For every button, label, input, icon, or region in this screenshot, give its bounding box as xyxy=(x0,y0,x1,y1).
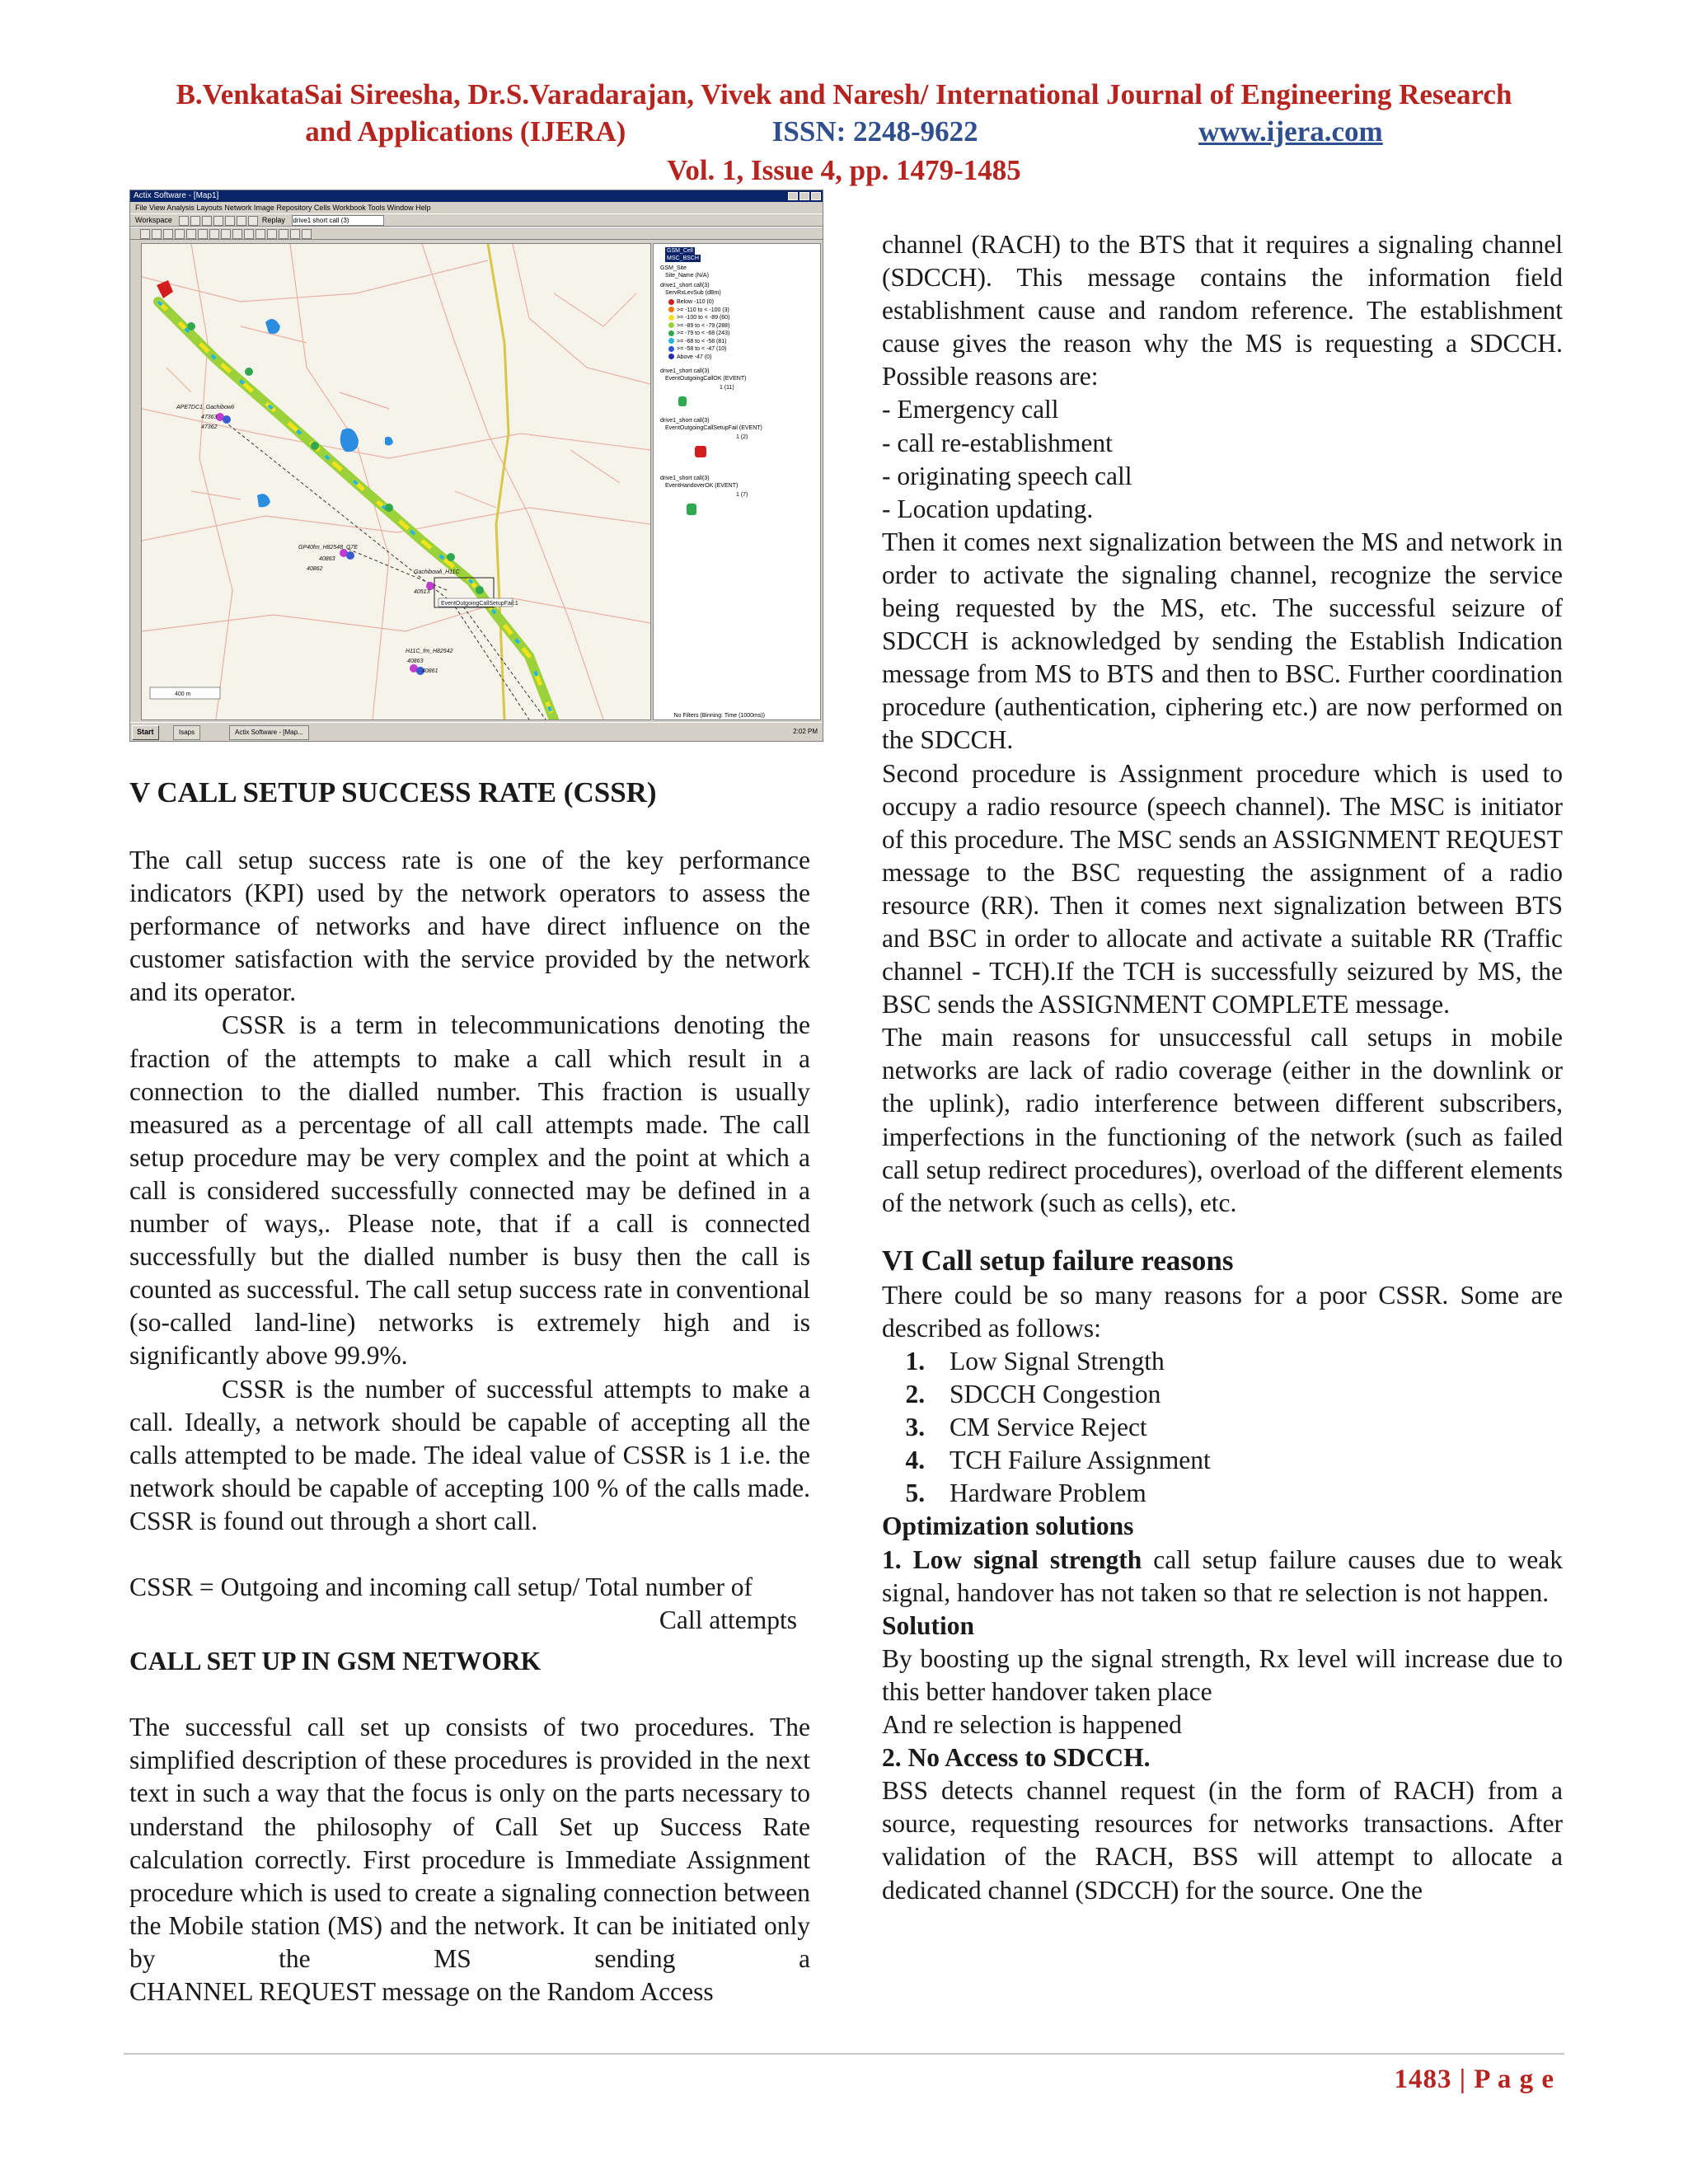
legend-bin-swatch xyxy=(668,315,674,321)
solution-text: By boosting up the signal strength, Rx level will increase due to this better handover taken place xyxy=(882,1643,1563,1706)
page-number: 1483 | P a g e xyxy=(1394,2064,1554,2094)
legend-bin xyxy=(668,298,714,306)
legend-bin xyxy=(668,307,729,314)
legend-event2-series: drive1_short call(3) xyxy=(660,418,710,424)
legend-bin xyxy=(668,338,727,345)
toolbar-icons xyxy=(179,215,260,227)
cssr-formula-line1: CSSR = Outgoing and incoming call setup/ Total number of xyxy=(129,1572,753,1601)
taskbar xyxy=(130,713,823,742)
cssr-paragraph-2: CSSR is a term in telecommunications denoting the fraction of the attempts to make a call which result in a connection to the dialled number. This fraction is usually measured as a percentage of all call attempts made. The call setup procedure may be very complex and the point at which a call is considered successfully connected may be defined in a number of ways,. Please note, that if a call is connected successfully but the dialled number is busy then the call is counted as successful. The call setup success rate in conventional (so-called land-line) networks is extremely high and is significantly above 99.9%. xyxy=(129,1010,810,1371)
failure-reasons-list xyxy=(882,1345,1563,1510)
legend-event3-count: 1 (7) xyxy=(736,492,748,498)
legend-event1-series: drive1_short call(3) xyxy=(660,368,710,374)
site4-cell-a: 40863 xyxy=(407,658,424,664)
legend-bin xyxy=(668,314,729,321)
lake-3 xyxy=(257,494,270,507)
menu-bar: File View Analysis Layouts Network Image Repository Cells Workbook Tools Window Help xyxy=(135,204,431,212)
legend-bin-label: >= -100 to < -89 (60) xyxy=(677,315,730,321)
gsm-setup-paragraph-last: CHANNEL REQUEST message on the Random Access xyxy=(129,1977,714,2006)
legend-event3-series: drive1_short call(3) xyxy=(660,476,710,481)
footer-rule xyxy=(124,2053,1564,2055)
legend-ok-icon xyxy=(678,396,687,406)
legend-event1-count: 1 (11) xyxy=(720,385,734,391)
legend-bin-label: >= -79 to < -68 (243) xyxy=(677,330,730,336)
reason-reestablishment: - call re-establishment xyxy=(882,428,1113,457)
legend-event3-name: EventHandoverOK (EVENT) xyxy=(665,483,738,489)
legend-bin-swatch xyxy=(668,299,674,305)
journal-name: and Applications (IJERA) xyxy=(305,115,626,148)
site1-label: APE7DC1_Gachibowli xyxy=(176,405,235,410)
event-tag: EventOutgoingCallSetupFail:1 xyxy=(441,601,518,607)
legend-bin-swatch xyxy=(668,354,674,359)
lake-2 xyxy=(340,429,359,452)
low-signal-paragraph xyxy=(882,1544,1563,1610)
header-line-2 xyxy=(124,113,1564,150)
drive-route xyxy=(158,302,554,719)
legend-event2-count: 1 (2) xyxy=(736,434,748,440)
site4-label: H11C_fm_H82542 xyxy=(406,649,453,654)
legend-bin-label: >= -110 to < -100 (3) xyxy=(677,307,729,313)
workspace-toolbar xyxy=(130,213,823,227)
legend-bin-label: Above -47 (0) xyxy=(677,354,712,360)
section5-title: V CALL SETUP SUCCESS RATE (CSSR) xyxy=(129,776,657,808)
legend-bin-label: >= -58 to < -47 (10) xyxy=(677,346,727,352)
site2-cell: 40513 xyxy=(414,589,430,595)
journal-website-link[interactable]: www.ijera.com xyxy=(1198,115,1383,148)
window-controls xyxy=(788,192,821,200)
site3-cell-b: 40862 xyxy=(307,566,323,572)
highway xyxy=(488,244,509,719)
reason-location-update: - Location updating. xyxy=(882,494,1094,523)
legend-handover-icon xyxy=(687,504,696,515)
site1-cell-b: 47362 xyxy=(201,424,218,430)
legend-bin-label: >= -68 to < -58 (81) xyxy=(677,338,727,344)
cssr-paragraph-3: CSSR is the number of successful attempts to make a call. Ideally, a network should be capable of accepting all the calls attempted to be made. The ideal value of CSSR is 1 i.e. the network should be capable of accepting 100 % of the calls made. CSSR is found out through a short call. xyxy=(129,1374,810,1535)
signalization-paragraph: Then it comes next signalization between the MS and network in order to activate the signaling channel, recognize the service being requested by the MS, etc. The successful seizure of SDCCH is acknowledged by sending the Establish Indication message from MS to BTS and then to BSC. Further coordination procedure (authentication, ciphering etc.) are now performed on the SDCCH. xyxy=(882,527,1563,755)
gsm-setup-title: CALL SET UP IN GSM NETWORK xyxy=(129,1647,542,1676)
list-item: 4. TCH Failure Assignment xyxy=(931,1444,1563,1477)
legend-cell: MSC_BSCH xyxy=(667,255,699,261)
legend-drive1: drive1_short call(3) xyxy=(660,283,710,288)
low-signal-text: call setup failure causes due to weak signal, handover has not taken so that re selection is not happen. xyxy=(882,1544,1563,1607)
legend-metric: ServRxLevSub (dBm) xyxy=(665,290,721,296)
cssr-paragraph-1: The call setup success rate is one of the key performance indicators (KPI) used by the network operators to assess the performance of networks and have direct influence on the customer satisfaction with the service provided by the network and its operator. xyxy=(129,846,810,1007)
site3-label: GP40fm_H82548_G7E xyxy=(298,545,358,551)
issn: ISSN: 2248-9622 xyxy=(771,115,978,148)
running-header xyxy=(124,76,1564,189)
low-signal-heading: 1. Low signal strength xyxy=(882,1544,1142,1574)
map-legend xyxy=(653,243,821,720)
legend-event1-name: EventOutgoingCallOK (EVENT) xyxy=(665,376,747,382)
reason-emergency: - Emergency call xyxy=(882,395,1059,424)
legend-fail-icon xyxy=(695,446,706,457)
legend-bin xyxy=(668,354,711,361)
list-item: 1. Low Signal Strength xyxy=(931,1345,1563,1378)
assignment-paragraph: Second procedure is Assignment procedure which is used to occupy a radio resource (speech channel). The MSC is initiator of this procedure. The MSC sends an ASSIGNMENT REQUEST message to the BSC requesting the assignment of a radio resource (RR). Then it comes next signalization between BTS and BSC in order to allocate and activate a suitable RR (Traffic channel - TCH).If the TCH is successfully seizured by MS, the BSC sends the ASSIGNMENT COMPLETE message. xyxy=(882,758,1563,1019)
reason-speech-call: - originating speech call xyxy=(882,461,1132,490)
lake-4 xyxy=(385,437,393,446)
legend-site: GSM_Site xyxy=(660,265,687,271)
lake-1 xyxy=(265,319,280,334)
unsuccessful-paragraph: The main reasons for unsuccessful call setups in mobile networks are lack of radio coverage (either in the downlink or the uplink), radio interference between different subscribers, imperfections in the functioning of the network (such as failed call setup redirect procedures), overload of the different elements of the network (such as cells), etc. xyxy=(882,1023,1563,1217)
map-canvas xyxy=(142,244,650,719)
legend-bin-swatch xyxy=(668,322,674,328)
right-column xyxy=(882,228,1563,1907)
list-item: 3. CM Service Reject xyxy=(931,1411,1563,1444)
header-line-1: B.VenkataSai Sireesha, Dr.S.Varadarajan, Vivek and Naresh/ International Journal of Engineering Research xyxy=(176,78,1512,110)
map-tool-icons xyxy=(140,228,313,240)
road-network xyxy=(142,244,650,719)
replay-select: drive1 short call (3) xyxy=(292,215,384,226)
window-title: Actix Software - [Map1] xyxy=(134,191,219,200)
legend-bin-label: Below -110 (0) xyxy=(677,299,715,305)
site4-cell-b: 40861 xyxy=(422,668,438,674)
sdcch-paragraph-last: dedicated channel (SDCCH) for the source. One the xyxy=(882,1875,1423,1905)
sdcch-title: 2. No Access to SDCCH. xyxy=(882,1743,1151,1773)
drive-test-map xyxy=(141,243,651,720)
window-titlebar xyxy=(130,190,823,202)
poor-cssr-paragraph: There could be so many reasons for a poor CSSR. Some are described as follows: xyxy=(882,1280,1563,1343)
task-actix: Actix Software - [Map... xyxy=(229,725,309,740)
left-column xyxy=(129,775,810,2008)
site3-cell-a: 40863 xyxy=(319,556,335,562)
sdcch-paragraph: BSS detects channel request (in the form of RACH) from a source, requesting resources for networks transactions. After validation of the RACH, BSS will attempt to allocate a xyxy=(882,1776,1563,1872)
map-toolbar xyxy=(130,227,823,240)
legend-bin xyxy=(668,330,729,337)
list-item: 2. SDCCH Congestion xyxy=(931,1378,1563,1411)
workspace-label: Workspace xyxy=(135,216,172,224)
call-fail-marker xyxy=(157,280,173,298)
task-isaps: Isaps xyxy=(173,725,200,740)
list-item: 5. Hardware Problem xyxy=(931,1477,1563,1510)
solution-title: Solution xyxy=(882,1610,975,1640)
legend-bin xyxy=(668,345,727,353)
status-message: No Filters (Binning: Time (1000ms)) xyxy=(673,713,765,719)
cssr-formula-line2: Call attempts xyxy=(659,1605,797,1635)
site1-cell-a: 47363 xyxy=(201,415,218,420)
actix-map-screenshot xyxy=(129,190,823,742)
rach-paragraph: channel (RACH) to the BTS that it requires a signaling channel (SDCCH). This message contains the information field establishment cause and random reference. The establishment cause gives the reason why the MS is requesting a SDCCH. Possible reasons are: xyxy=(882,230,1563,391)
legend-bin-swatch xyxy=(668,338,674,344)
solution-text-2: And re selection is happened xyxy=(882,1710,1182,1740)
scale-label: 400 m xyxy=(175,691,191,697)
section6-title: VI Call setup failure reasons xyxy=(882,1244,1234,1277)
gsm-setup-paragraph: The successful call set up consists of two procedures. The simplified description of these procedures is provided in the next text in such a way that the focus is only on the parts necessary to understand the philosophy of Call Set up Success Rate calculation correctly. First procedure is Immediate Assignment procedure which is used to create a signaling connection between the Mobile station (MS) and the network. It can be initiated only by the MS sending a xyxy=(129,1713,810,1973)
legend-event2-name: EventOutgoingCallSetupFail (EVENT) xyxy=(665,425,762,431)
legend-bin-swatch xyxy=(668,346,674,352)
legend-root: GSM_Cell xyxy=(667,248,693,254)
legend-site-name: Site_Name (N/A) xyxy=(665,273,709,279)
legend-bin-label: >= -89 to < -79 (288) xyxy=(677,322,730,329)
volume-info: Vol. 1, Issue 4, pp. 1479-1485 xyxy=(667,154,1021,186)
legend-bin-swatch xyxy=(668,307,674,312)
optimization-title: Optimization solutions xyxy=(882,1511,1134,1541)
start-button: Start xyxy=(132,725,159,740)
legend-bin xyxy=(668,322,729,330)
site2-label: Gachibowli_H11C xyxy=(414,569,460,575)
replay-label: Replay xyxy=(261,216,285,224)
legend-bin-swatch xyxy=(668,330,674,336)
clock: 2:02 PM xyxy=(793,728,818,735)
